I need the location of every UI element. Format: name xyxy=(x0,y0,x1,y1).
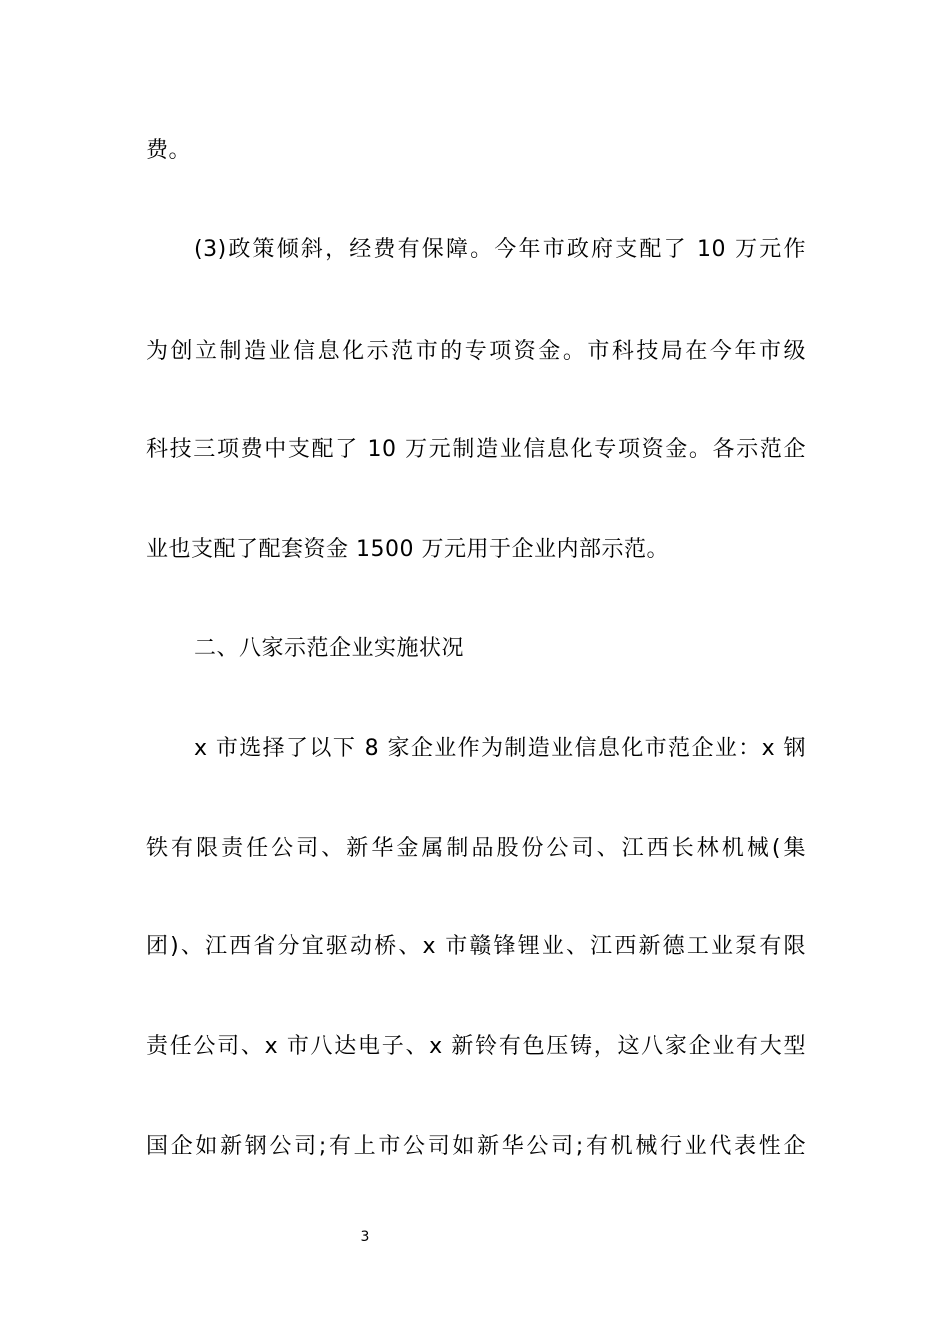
text-line: 团)、江西省分宜驱动桥、x 市赣锋锂业、江西新德工业泵有限 xyxy=(146,934,806,959)
text-line: 业也支配了配套资金 1500 万元用于企业内部示范。 xyxy=(146,537,669,562)
text-line: x 市选择了以下 8 家企业作为制造业信息化市范企业：x 钢 xyxy=(194,736,806,761)
text-line: 科技三项费中支配了 10 万元制造业信息化专项资金。各示范企 xyxy=(146,437,806,462)
text-line: 费。 xyxy=(146,138,192,163)
text-line: (3)政策倾斜，经费有保障。今年市政府支配了 10 万元作 xyxy=(194,237,806,262)
text-line: 国企如新钢公司;有上市公司如新华公司;有机械行业代表性企 xyxy=(146,1134,806,1159)
text-line: 为创立制造业信息化示范市的专项资金。市科技局在今年市级 xyxy=(146,339,806,364)
section-heading: 二、八家示范企业实施状况 xyxy=(194,636,465,661)
text-line: 铁有限责任公司、新华金属制品股份公司、江西长林机械(集 xyxy=(146,836,806,861)
text-line: 责任公司、x 市八达电子、x 新铃有色压铸，这八家企业有大型 xyxy=(146,1034,806,1059)
page-number: 3 xyxy=(360,1229,370,1245)
